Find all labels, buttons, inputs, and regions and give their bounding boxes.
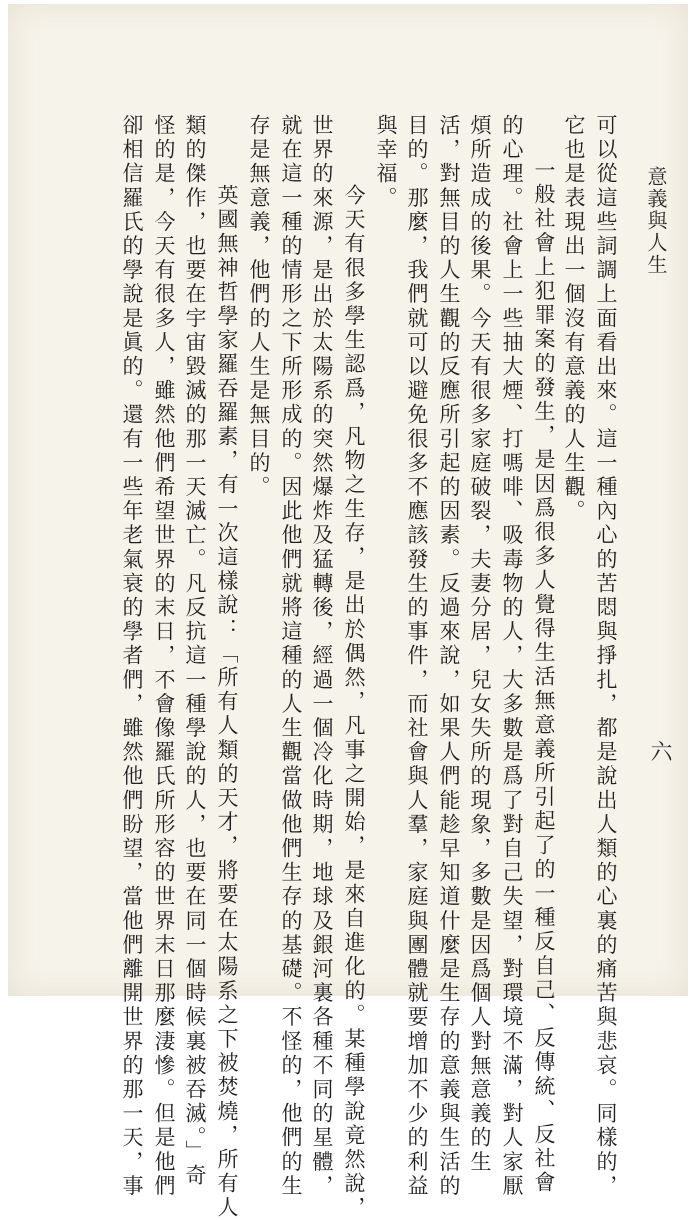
text-column: 類的傑作，也要在宇宙毀滅的那一天滅亡。凡反抗這一種學說的人，也要在同一個時候裏被吞滅。」奇 (183, 114, 207, 1188)
text-column: 世界的來源，是出於太陽系的突然爆炸及猛轉後，經過一個冷化時期，地球及銀河裏各種不同的星體， (310, 114, 334, 1199)
text-column: 目的。那麼，我們就可以避免很多不應該發生的事件，而社會與人羣，家庭與團體就要增加不少的利益 (405, 114, 429, 1199)
text-column: 煩所造成的後果。今天有很多家庭破裂，夫妻分居，兒女失所的現象，多數是因爲個人對無意義的生 (468, 114, 492, 1175)
text-column: 英國無神哲學家羅吞羅素，有一次這樣說：「所有人類的天才，將要在太陽系之下被焚燒，所有人 (215, 184, 239, 1220)
text-column: 它也是表現出一個沒有意義的人生觀。 (562, 114, 586, 524)
book-page (8, 4, 688, 1220)
text-column: 就在這一種的情形之下所形成的。因此他們就將這種的人生觀當做他們生存的基礎。不怪的，他們的生 (279, 114, 303, 1199)
text-column: 與幸福。 (374, 114, 398, 211)
text-column: 怪的是，今天有很多人，雖然他們希望世界的末日，不會像羅氏所形容的世界末日那麼淒慘。但是他們 (152, 114, 176, 1199)
page-number: 六 (647, 740, 672, 762)
text-column: 一般社會上犯罪案的發生，是因爲很多人覺得生活無意義所引起了的一種反自己、反傳統、反社會 (532, 159, 556, 1196)
text-column: 可以從這些詞調上面看出來。這一種內心的苦悶與掙扎，都是說出人類的心裏的痛苦與悲哀。同樣的， (594, 114, 618, 1199)
text-column: 的心理。社會上一些抽大煙、打嗎啡、吸毒物的人，大多數是爲了對自己失望，對環境不滿，對人家厭 (500, 114, 524, 1199)
running-head-title: 意義與人生 (644, 166, 668, 276)
text-column: 今天有很多學生認爲，凡物之生存，是出於偶然，凡事之開始，是來自進化的。某種學說竟然說， (342, 184, 366, 1220)
text-column: 卻相信羅氏的學說是眞的。還有一些年老氣衰的學者們，雖然他們盼望，當他們離開世界的那一天，事 (120, 114, 144, 1199)
text-column: 活，對無目的人生觀的反應所引起的因素。反過來說，如果人們能趁早知道什麼是生存的意義與生活的 (437, 114, 461, 1199)
text-column: 存是無意義，他們的人生是無目的。 (247, 114, 271, 500)
